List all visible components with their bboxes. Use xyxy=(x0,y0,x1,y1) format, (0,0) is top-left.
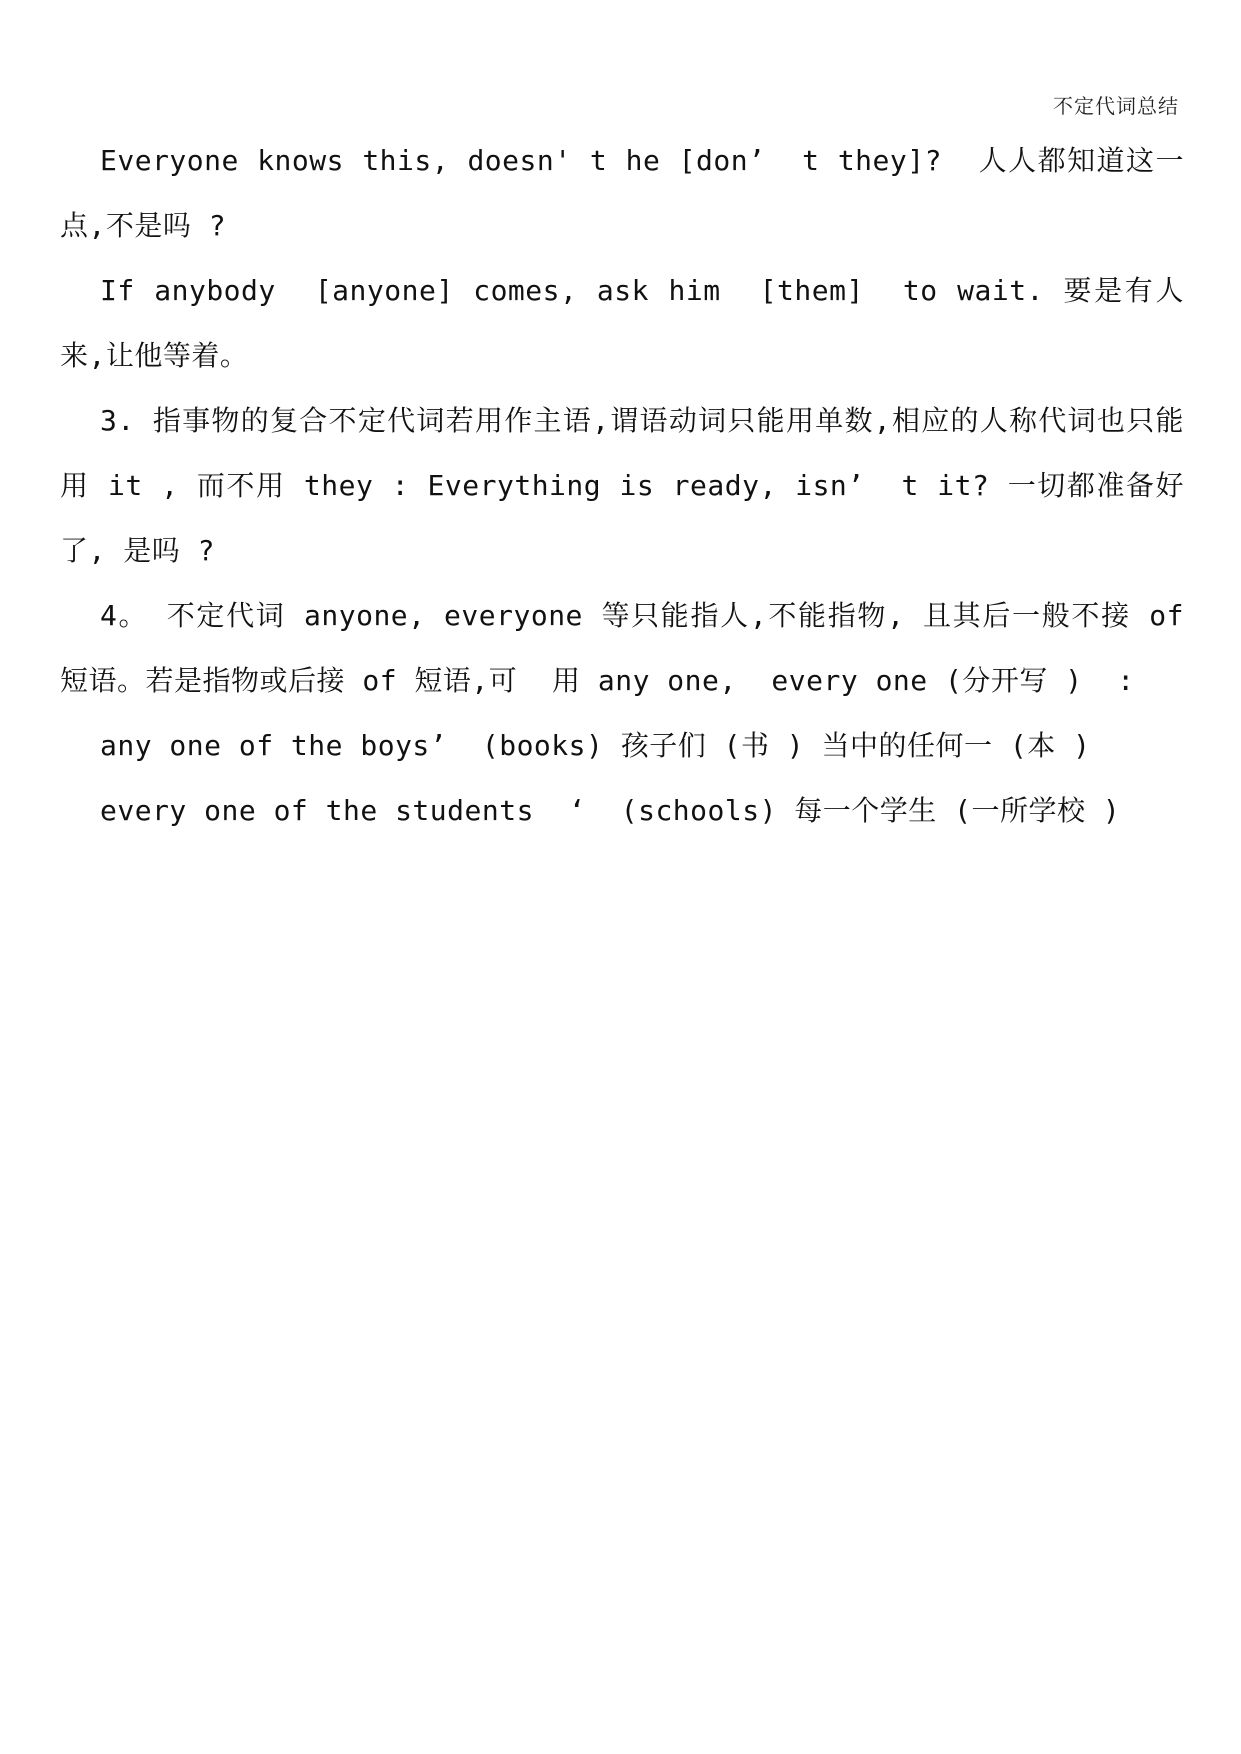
paragraph-rule-3: 3. 指事物的复合不定代词若用作主语,谓语动词只能用单数,相应的人称代词也只能用 it , 而不用 they : Everything is ready, isn’ t it? 一切都准备好了, 是吗 ? xyxy=(60,404,1184,567)
paragraph-anybody-example: If anybody [anyone] comes, ask him [them] to wait. 要是有人来,让他等着。 xyxy=(60,274,1184,372)
example-any-one: any one of the boys’ (books) 孩子们 (书 ) 当中的任何一 (本 ) xyxy=(100,729,1091,762)
page-header-title: 不定代词总结 xyxy=(1053,94,1179,118)
document-body xyxy=(60,128,1202,843)
paragraph-rule-4: 4。 不定代词 anyone, everyone 等只能指人,不能指物, 且其后一般不接 of 短语。若是指物或后接 of 短语,可 用 any one, every one (分开写 ) : xyxy=(60,599,1202,697)
paragraph-everyone-example: Everyone knows this, doesn' t he [don’ t they]? 人人都知道这一点,不是吗 ? xyxy=(60,144,1184,242)
example-every-one: every one of the students ‘ (schools) 每一个学生 (一所学校 ) xyxy=(100,794,1121,827)
